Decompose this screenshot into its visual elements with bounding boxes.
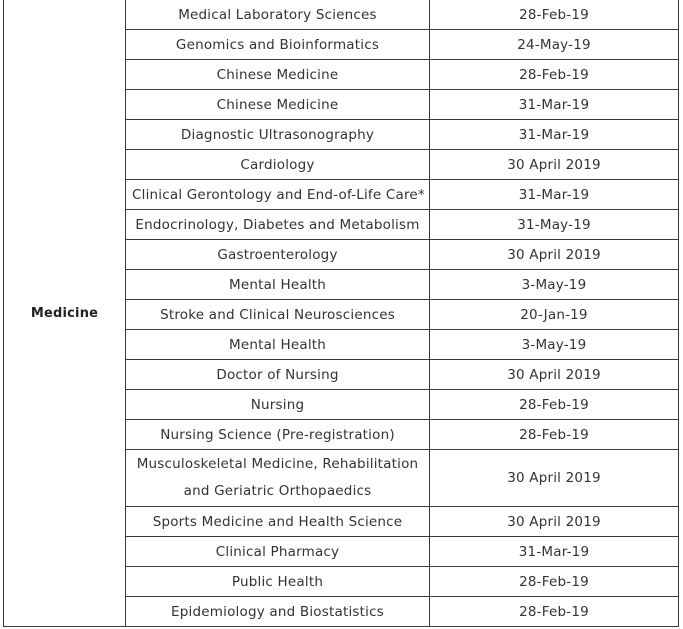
deadline-cell: 31-May-19 [430,210,679,240]
table-row [4,0,679,30]
program-cell: Diagnostic Ultrasonography [126,120,430,150]
program-cell: Stroke and Clinical Neurosciences [126,300,430,330]
program-cell: Nursing [126,390,430,420]
program-cell: Nursing Science (Pre-registration) [126,420,430,450]
deadline-cell: 28-Feb-19 [430,597,679,627]
deadline-cell: 28-Feb-19 [430,390,679,420]
deadline-cell: 28-Feb-19 [430,420,679,450]
program-cell: Gastroenterology [126,240,430,270]
program-cell: Clinical Gerontology and End-of-Life Care* [126,180,430,210]
program-cell: Mental Health [126,270,430,300]
program-cell: Epidemiology and Biostatistics [126,597,430,627]
deadline-cell: 28-Feb-19 [430,567,679,597]
deadline-cell: 31-Mar-19 [430,120,679,150]
program-cell: Genomics and Bioinformatics [126,30,430,60]
program-cell: Chinese Medicine [126,90,430,120]
deadline-cell: 31-Mar-19 [430,180,679,210]
deadline-cell: 28-Feb-19 [430,0,679,30]
program-cell: Musculoskeletal Medicine, Rehabilitation and Geriatric Orthopaedics [126,450,430,507]
deadline-cell: 31-Mar-19 [430,90,679,120]
program-cell: Public Health [126,567,430,597]
deadline-cell: 3-May-19 [430,330,679,360]
program-cell: Sports Medicine and Health Science [126,507,430,537]
deadline-cell: 20-Jan-19 [430,300,679,330]
program-cell: Cardiology [126,150,430,180]
deadline-cell: 24-May-19 [430,30,679,60]
programs-table [3,0,679,627]
deadline-cell: 28-Feb-19 [430,60,679,90]
program-cell: Clinical Pharmacy [126,537,430,567]
deadline-cell: 31-Mar-19 [430,537,679,567]
deadline-cell: 30 April 2019 [430,240,679,270]
programs-table-body [4,0,679,627]
program-cell: Doctor of Nursing [126,360,430,390]
deadline-cell: 30 April 2019 [430,150,679,180]
program-cell: Endocrinology, Diabetes and Metabolism [126,210,430,240]
program-cell: Chinese Medicine [126,60,430,90]
deadline-cell: 30 April 2019 [430,360,679,390]
faculty-cell: Medicine [4,0,126,627]
deadline-cell: 3-May-19 [430,270,679,300]
program-cell: Medical Laboratory Sciences [126,0,430,30]
deadline-cell: 30 April 2019 [430,450,679,507]
program-cell: Mental Health [126,330,430,360]
deadline-cell: 30 April 2019 [430,507,679,537]
